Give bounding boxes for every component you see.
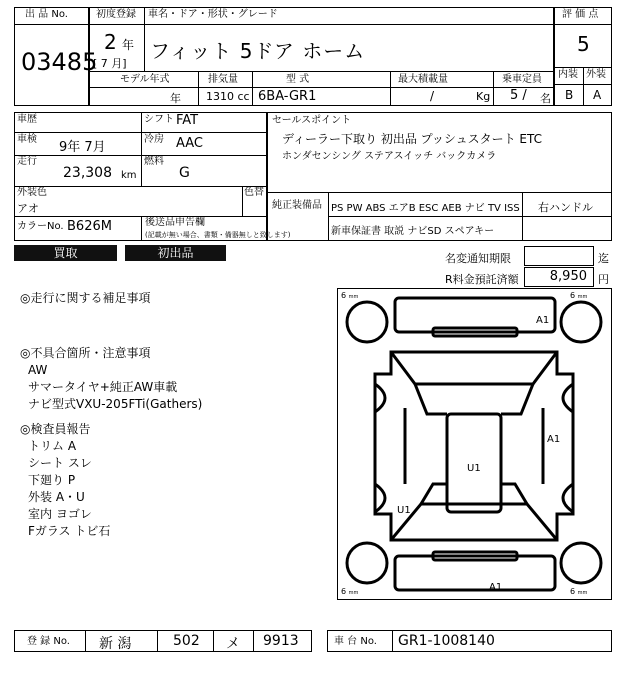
lot-number-box (14, 7, 98, 106)
steering-value: 右ハンドル (538, 201, 593, 214)
score-box (554, 7, 612, 106)
first-reg-label: 初度登録 (96, 9, 136, 20)
details-box (14, 112, 291, 241)
defect-item: サマータイヤ+純正AW車載 (28, 380, 178, 394)
defects-title: ◎不具合箇所・注意事項 (20, 346, 151, 360)
warranty-line: 新車保証書 取説 ナビSD スペアキー (331, 226, 495, 237)
car-damage-diagram (337, 288, 612, 600)
type-value: 6BA-GR1 (258, 89, 317, 104)
wheel-rear-left (347, 543, 387, 583)
tire-label-fl: 6 mm (341, 291, 359, 300)
first-reg-year: 2 (104, 30, 117, 54)
car-info-box (89, 7, 554, 106)
wheel-front-left (347, 302, 387, 342)
mileage-unit: km (121, 170, 137, 181)
running-remarks-title: ◎走行に関する補足事項 (20, 291, 151, 305)
recycle-box (524, 267, 594, 287)
recycle-label: R料金預託済額 (445, 273, 519, 286)
name-change-label: 名変通知期限 (445, 252, 511, 265)
exterior-label: 外装 (586, 69, 606, 80)
sales-points-box (267, 112, 612, 241)
year-unit: 年 (122, 38, 135, 52)
defect-item: AW (28, 363, 48, 377)
shift-label: シフト (144, 114, 174, 125)
model-year-label: モデル年式 (120, 74, 170, 85)
ext-color-label: 外装色 (17, 187, 47, 198)
equipment-label: 純正装備品 (272, 200, 322, 211)
lot-number-label: 出 品 No. (25, 9, 68, 20)
aftermarket-note: (記載が無い場合、書類・備器無しと致します) (145, 231, 291, 239)
max-load-label: 最大積載量 (398, 74, 448, 85)
history-label: 車歴 (17, 114, 37, 125)
score-value: 5 (577, 32, 590, 56)
first-reg-month: [ 7 月] (93, 57, 127, 70)
recycle-value: 8,950 (549, 269, 587, 284)
purchase-bar: 買取 (14, 245, 117, 261)
score-label: 評 価 点 (562, 9, 599, 20)
inspection-value: 9年 7月 (59, 140, 106, 155)
max-load-unit: Kg (476, 90, 491, 103)
reg-kana: メ (226, 636, 240, 652)
interior-value: B (565, 88, 574, 102)
color-change-label: 色替 (244, 187, 264, 198)
name-change-box (524, 246, 594, 266)
damage-code-rear: A1 (489, 582, 503, 593)
inspector-item: トリム A (28, 439, 77, 453)
capacity-value: 5 / (510, 88, 527, 103)
tire-label-fr: 6 mm (570, 291, 588, 300)
ext-color-value: アオ (17, 202, 39, 215)
sales-line-2: ホンダセンシング ステアスイッチ バックカメラ (282, 151, 497, 162)
first-listing-bar: 初出品 (125, 245, 226, 261)
type-label: 型 式 (286, 74, 310, 85)
damage-code-roof: U1 (467, 463, 481, 474)
interior-label: 内装 (558, 69, 578, 80)
tire-label-rr: 6 mm (570, 587, 588, 596)
name-change-unit: 迄 (598, 252, 609, 265)
car-name-label: 車名・ドア・形状・グレード (148, 9, 278, 20)
inspector-title: ◎検査員報告 (20, 422, 91, 436)
aftermarket-label: 後送品申告欄 (145, 217, 205, 228)
wheel-rear-right (561, 543, 601, 583)
lot-number: 03485 (21, 48, 98, 76)
inspector-item: 室内 ヨゴレ (28, 507, 92, 521)
defect-item: ナビ型式VXU-205FTi(Gathers) (28, 397, 203, 411)
damage-code-left: U1 (397, 505, 411, 516)
displacement-value: 1310 cc (206, 90, 250, 103)
inspector-item: 下廻り P (28, 473, 76, 487)
model-year-unit: 年 (170, 92, 181, 105)
chassis-value: GR1-1008140 (398, 633, 495, 649)
mileage-label: 走行 (17, 156, 37, 167)
reg-region: 新 潟 (99, 636, 132, 652)
chassis-label: 車 台 No. (334, 636, 377, 647)
recycle-unit: 円 (598, 273, 609, 286)
wheel-front-right (561, 302, 601, 342)
equipment-value: PS PW ABS エアB ESC AEB ナビ TV ISS (331, 203, 520, 214)
displacement-label: 排気量 (208, 74, 238, 85)
inspection-label: 車検 (17, 134, 37, 145)
damage-code-right: A1 (547, 434, 561, 445)
fuel-value: G (179, 165, 190, 181)
inspector-item: シート スレ (28, 456, 92, 470)
inspector-item: 外装 A・U (28, 490, 85, 504)
capacity-label: 乗車定員 (502, 74, 542, 85)
inspector-item: Fガラス トビ石 (28, 524, 111, 538)
sales-points-title: セールスポイント (272, 115, 352, 126)
shift-value: FAT (176, 113, 199, 128)
sales-line-1: ディーラー下取り 初出品 プッシュスタート ETC (282, 132, 542, 146)
reg-class: 502 (173, 633, 200, 649)
ac-value: AAC (176, 136, 203, 151)
remarks-section (20, 290, 330, 540)
exterior-value: A (593, 88, 602, 102)
ac-label: 冷房 (144, 134, 164, 145)
damage-code-front: A1 (536, 315, 550, 326)
max-load-slash: / (430, 89, 435, 103)
color-no-label: カラーNo. (17, 221, 64, 232)
tire-label-rl: 6 mm (341, 587, 359, 596)
mileage-value: 23,308 (63, 165, 112, 181)
fuel-label: 燃料 (144, 156, 164, 167)
car-name: フィット 5ドア ホーム (150, 39, 366, 63)
color-no-value: B626M (67, 219, 112, 234)
chassis-box (327, 630, 612, 652)
registration-box (14, 630, 312, 652)
reg-label: 登 録 No. (27, 636, 70, 647)
reg-number: 9913 (263, 633, 299, 649)
capacity-unit: 名 (540, 92, 551, 105)
